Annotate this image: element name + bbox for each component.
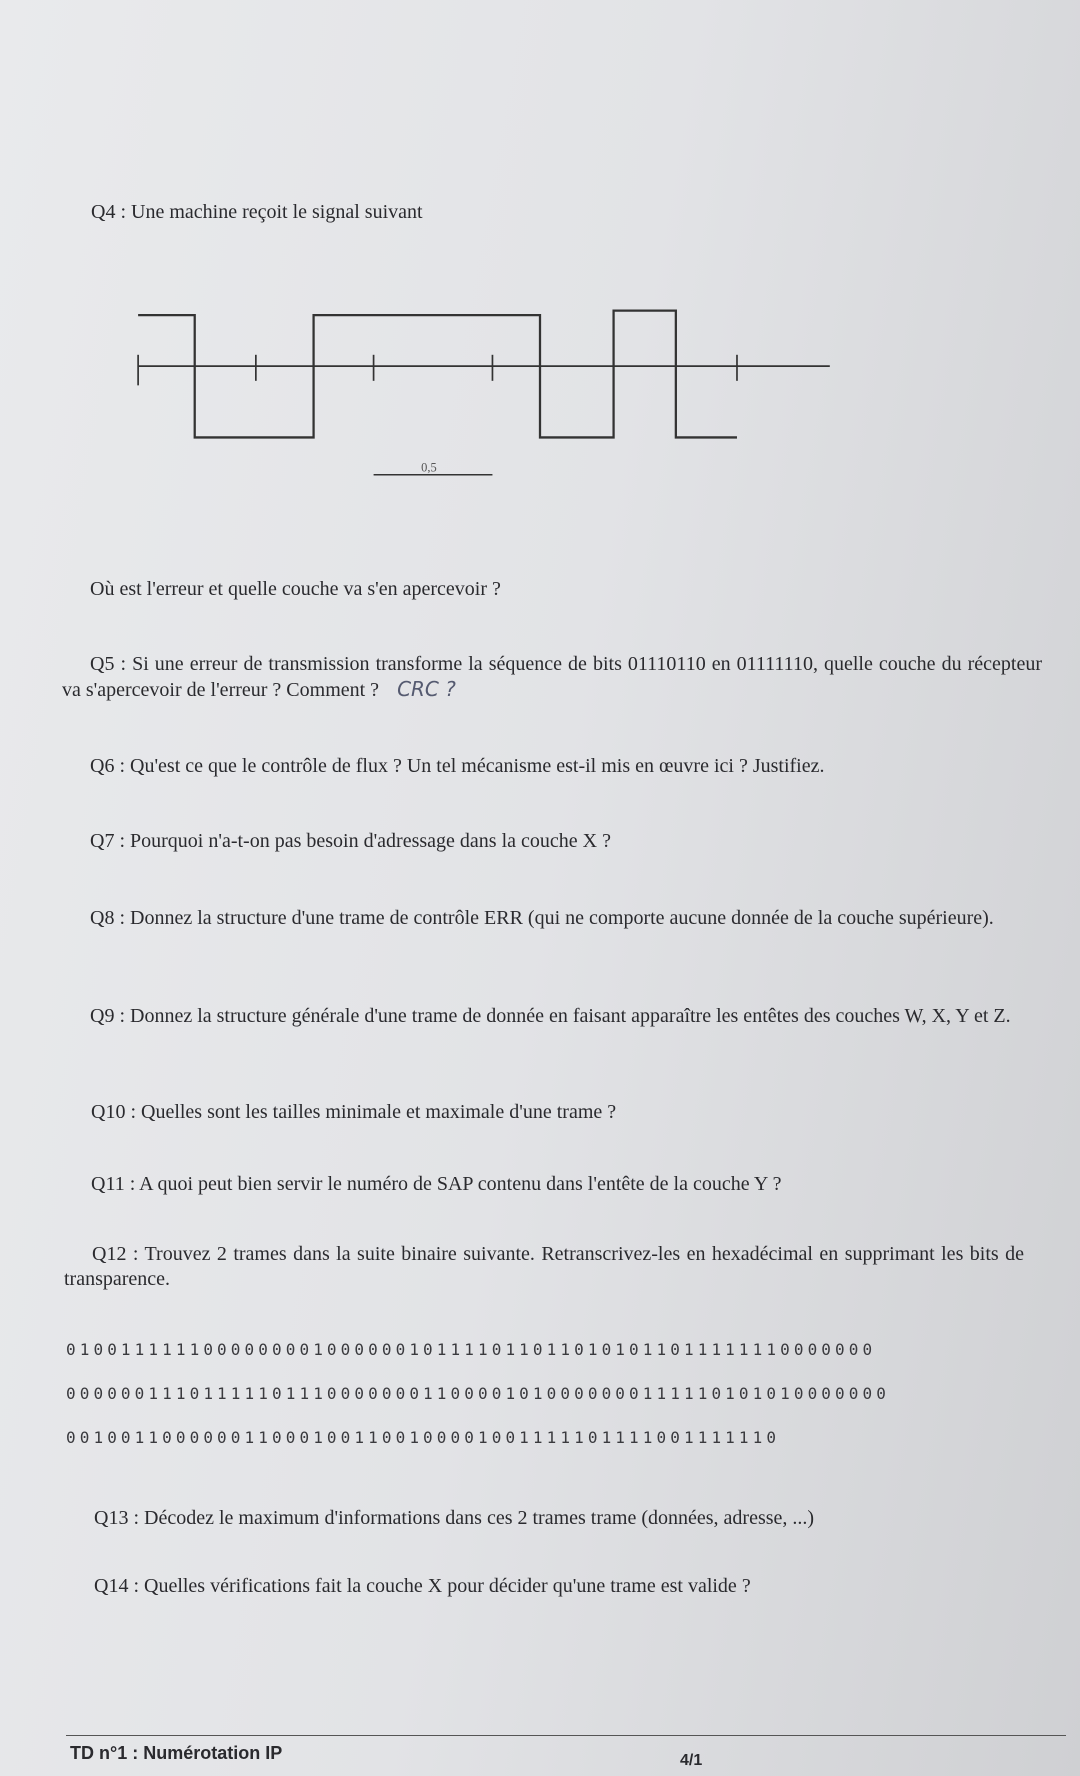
scale-label: 0,5 bbox=[421, 460, 437, 475]
question-q8: Q8 : Donnez la structure d'une trame de contrôle ERR (qui ne comporte aucune donnée de la couche supérieure). bbox=[90, 907, 994, 929]
footer-page-number: 4/1 bbox=[680, 1752, 703, 1769]
question-q10: Q10 : Quelles sont les tailles minimale et maximale d'une trame ? bbox=[91, 1101, 617, 1123]
handwritten-note: CRC ? bbox=[397, 677, 456, 701]
question-q9: Q9 : Donnez la structure générale d'une trame de donnée en faisant apparaître les entêtes des couches W, X, Y et Z. bbox=[90, 1005, 1011, 1027]
binary-line-3: 0010011000000110001001100100001001111101111001111110 bbox=[66, 1428, 781, 1447]
question-q6: Q6 : Qu'est ce que le contrôle de flux ? Un tel mécanisme est-il mis en œuvre ici ? Justifiez. bbox=[90, 755, 825, 777]
axis-ticks bbox=[138, 355, 737, 386]
question-q13: Q13 : Décodez le maximum d'informations dans ces 2 trames trame (données, adresse, ...) bbox=[94, 1507, 815, 1529]
question-q5: Q5 : Si une erreur de transmission transforme la séquence de bits 01110110 en 01111110, quelle couche du récepteur va s'apercevoir de l'erreur ? Comment ? CRC ? bbox=[62, 653, 1042, 701]
question-q14: Q14 : Quelles vérifications fait la couche X pour décider qu'une trame est valide ? bbox=[94, 1575, 751, 1597]
question-q4-followup: Où est l'erreur et quelle couche va s'en apercevoir ? bbox=[90, 578, 501, 600]
binary-line-2: 000000111011111011100000001100001010000000111110101010000000 bbox=[66, 1384, 890, 1403]
question-q12: Q12 : Trouvez 2 trames dans la suite binaire suivante. Retranscrivez-les en hexadécimal en supprimant les bits de transparence. bbox=[64, 1243, 1024, 1290]
footer-divider bbox=[66, 1735, 1066, 1736]
signal-waveform bbox=[138, 311, 737, 438]
binary-line-1: 01001111110000000010000001011110110110101011011111110000000 bbox=[66, 1340, 877, 1359]
question-q4: Q4 : Une machine reçoit le signal suivant bbox=[91, 201, 423, 223]
question-q7: Q7 : Pourquoi n'a-t-on pas besoin d'adressage dans la couche X ? bbox=[90, 830, 611, 852]
question-q11: Q11 : A quoi peut bien servir le numéro de SAP contenu dans l'entête de la couche Y ? bbox=[91, 1173, 782, 1195]
footer-title: TD n°1 : Numérotation IP bbox=[70, 1743, 283, 1763]
